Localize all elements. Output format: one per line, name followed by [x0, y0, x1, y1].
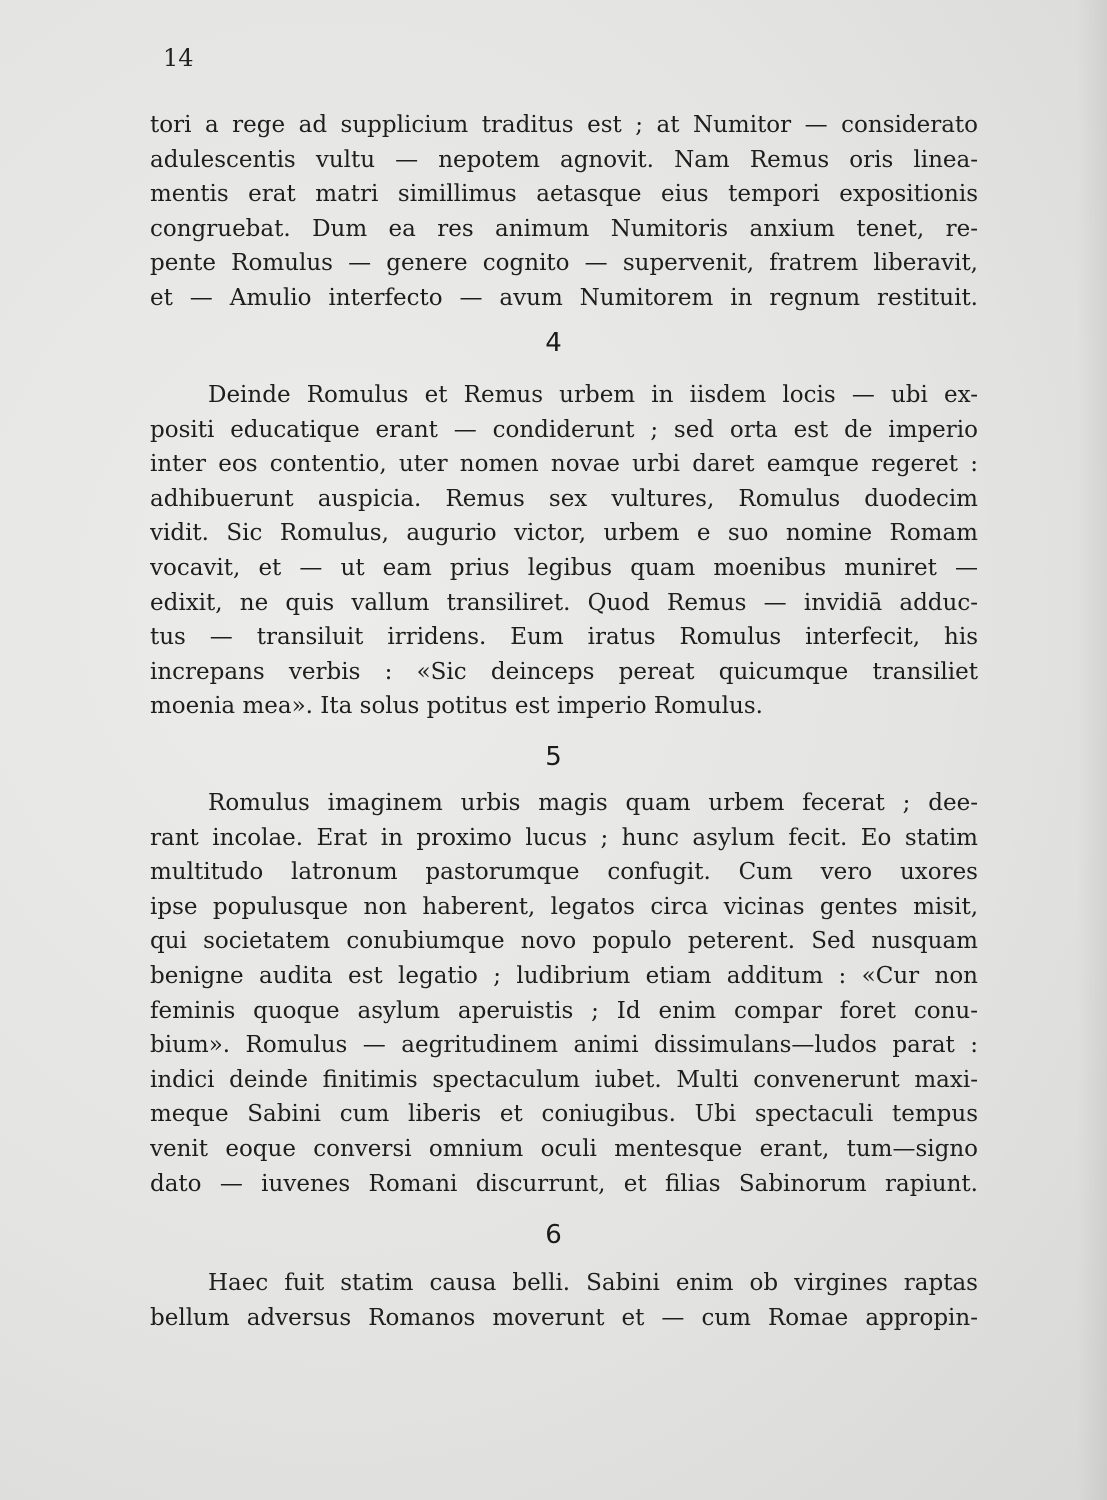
- text-line: pente Romulus — genere cognito — supervenit, fratrem liberavit,: [150, 250, 978, 277]
- text-line: bellum adversus Romanos moverunt et — cum Romae appropin-: [150, 1304, 978, 1331]
- section-4-paragraph: [150, 378, 978, 724]
- text-line: indici deinde finitimis spectaculum iubet. Multi convenerunt maxi-: [150, 1066, 978, 1093]
- text-line: mentis erat matri simillimus aetasque eius tempori expositionis: [150, 181, 978, 208]
- text-line: increpans verbis : «Sic deinceps pereat quicumque transiliet: [150, 658, 978, 685]
- text-line: inter eos contentio, uter nomen novae urbi daret eamque regeret :: [150, 451, 978, 478]
- text-line: vidit. Sic Romulus, augurio victor, urbem e suo nomine Romam: [150, 520, 978, 547]
- text-line: tori a rege ad supplicium traditus est ; at Numitor — considerato: [150, 112, 978, 138]
- text-line: adulescentis vultu — nepotem agnovit. Nam Remus oris linea-: [150, 146, 978, 173]
- section-number-6: 6: [545, 1220, 562, 1250]
- text-line: multitudo latronum pastorumque confugit. Cum vero uxores: [150, 859, 978, 886]
- text-line: Haec fuit statim causa belli. Sabini enim ob virgines raptas: [208, 1270, 978, 1296]
- section-6-paragraph: [150, 1266, 978, 1335]
- text-line: moenia mea». Ita solus potitus est imperio Romulus.: [150, 693, 763, 720]
- text-line: positi educatique erant — condiderunt ; sed orta est de imperio: [150, 416, 978, 443]
- page-number: 14: [163, 44, 194, 72]
- text-line: feminis quoque asylum aperuistis ; Id enim compar foret conu-: [150, 997, 978, 1024]
- text-line: vocavit, et — ut eam prius legibus quam moenibus muniret —: [150, 554, 978, 581]
- text-line: edixit, ne quis vallum transiliret. Quod Remus — invidiā adduc-: [150, 589, 978, 616]
- continuation-paragraph: [150, 108, 978, 316]
- section-number-4: 4: [545, 328, 562, 358]
- text-line: dato — iuvenes Romani discurrunt, et filias Sabinorum rapiunt.: [150, 1170, 978, 1197]
- text-line: tus — transiluit irridens. Eum iratus Romulus interfecit, his: [150, 624, 978, 651]
- section-number-5: 5: [545, 742, 562, 772]
- text-line: congruebat. Dum ea res animum Numitoris anxium tenet, re-: [150, 215, 978, 242]
- text-line: qui societatem conubiumque novo populo peterent. Sed nusquam: [150, 928, 978, 955]
- section-5-paragraph: [150, 786, 978, 1201]
- text-line: meque Sabini cum liberis et coniugibus. Ubi spectaculi tempus: [150, 1101, 978, 1128]
- text-line: ipse populusque non haberent, legatos circa vicinas gentes misit,: [150, 893, 978, 920]
- text-line: adhibuerunt auspicia. Remus sex vultures, Romulus duodecim: [150, 485, 978, 512]
- text-line: et — Amulio interfecto — avum Numitorem in regnum restituit.: [150, 284, 978, 311]
- text-line: Romulus imaginem urbis magis quam urbem fecerat ; dee-: [208, 790, 978, 816]
- text-line: venit eoque conversi omnium oculi mentesque erant, tum—signo: [150, 1135, 978, 1162]
- text-line: bium». Romulus — aegritudinem animi dissimulans—ludos parat :: [150, 1032, 978, 1059]
- text-line: benigne audita est legatio ; ludibrium etiam additum : «Cur non: [150, 962, 978, 989]
- text-line: rant incolae. Erat in proximo lucus ; hunc asylum fecit. Eo statim: [150, 824, 978, 851]
- text-line: Deinde Romulus et Remus urbem in iisdem locis — ubi ex-: [208, 382, 978, 408]
